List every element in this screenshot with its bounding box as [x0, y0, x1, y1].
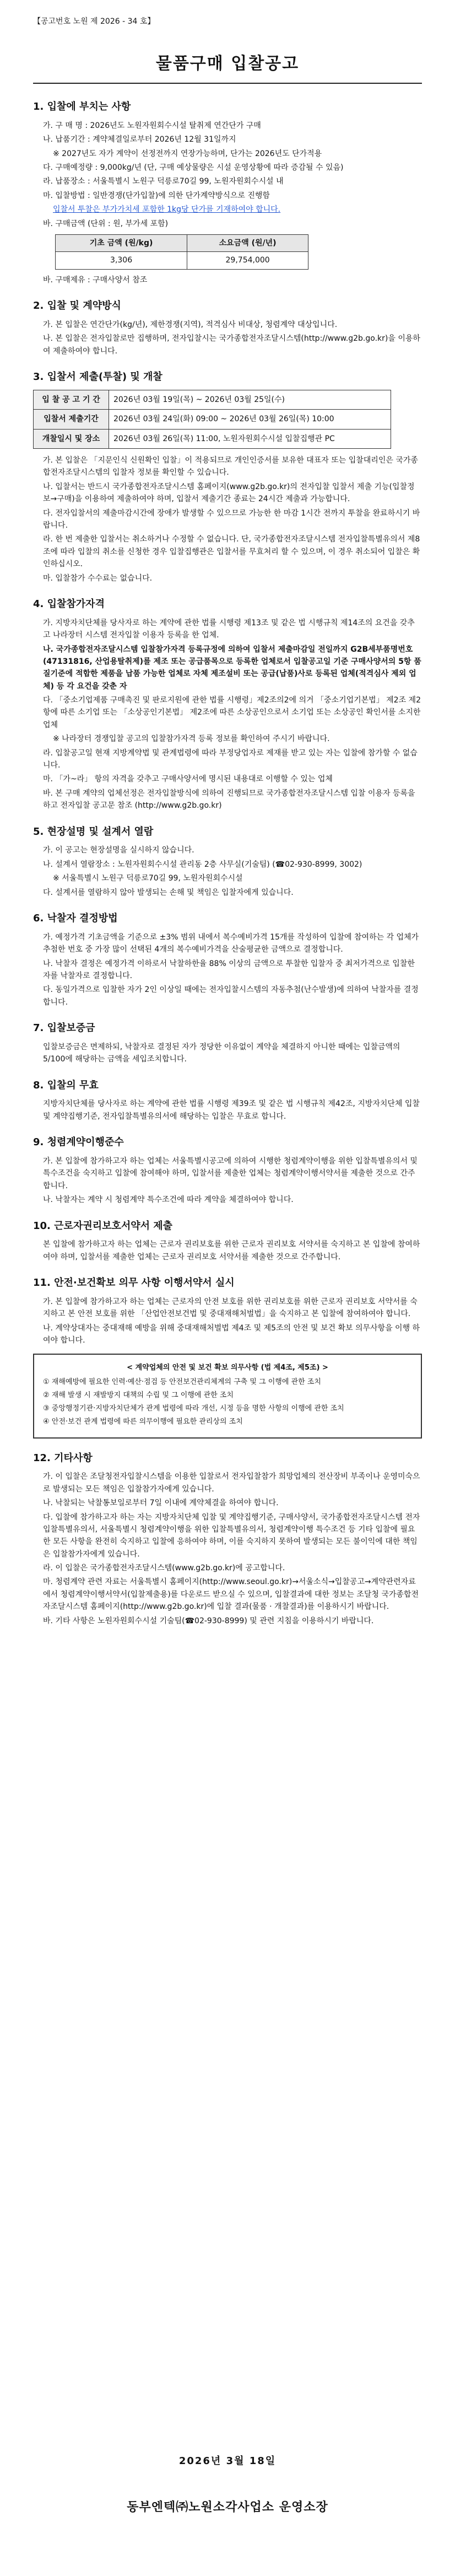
section-6 — [33, 911, 422, 1008]
paragraph: 마. 청렴계약 관련 자료는 서울특별시 홈페이지(http://www.seoul.go.kr)→서울소식→입찰공고→계약관련자료에서 청렴계약이행서약서(입찰제출용)를 다운로드 받으실 수 있으며, 입찰결과에 대한 정보는 조달청 국가종합전자조달시스템 홈페이지(http://www.g2b.go.kr)에 입찰 결과(물품 · 개찰결과)를 이용하시기 바랍니다. — [43, 1577, 419, 1612]
paragraph: 다. 동일가격으로 입찰한 자가 2인 이상일 때에는 전자입찰시스템의 자동추첨(난수발생)에 의하여 낙찰자를 결정합니다. — [43, 985, 419, 1007]
section-heading: 4. 입찰참가자격 — [33, 598, 105, 610]
item-amount-label: 바. 구매금액 (단위 : 원, 부가세 포함) — [43, 219, 169, 228]
section-heading: 6. 낙찰자 결정방법 — [33, 912, 118, 924]
section-5 — [33, 824, 422, 899]
paragraph: 가. 예정가격 기초금액을 기준으로 ±3% 범위 내에서 복수예비가격 15개를 작성하여 입찰에 참여하는 각 업체가 추첨한 번호 중 가장 많이 선택된 4개의 복수예비가격을 산술평균한 금액으로 결정합니다. — [43, 932, 419, 954]
paragraph: 다. 설계서를 열람하지 않아 발생되는 손해 및 책임은 입찰자에게 있습니다. — [43, 888, 294, 897]
paragraph: 라. 이 입찰은 국가종합전자조달시스템(www.g2b.go.kr)에 공고합니다. — [43, 1564, 285, 1573]
paragraph: 가. 이 공고는 현장설명을 실시하지 않습니다. — [43, 846, 194, 855]
table-cell: 2026년 03월 26일(목) 11:00, 노원자원회수시설 입찰집행관 PC — [109, 429, 391, 448]
table-cell: 3,306 — [56, 252, 187, 269]
paragraph: ※ 나라장터 경쟁입찰 공고의 입찰참가자격 등록 정보를 확인하여 주시기 바랍니다. — [53, 734, 330, 744]
section-heading: 7. 입찰보증금 — [33, 1022, 95, 1034]
section-heading: 11. 안전·보건확보 의무 사항 이행서약서 실시 — [33, 1277, 235, 1289]
section-heading: 5. 현장설명 및 설계서 열람 — [33, 825, 154, 838]
paragraph: 다. 「중소기업제품 구매촉진 및 판로지원에 관한 법률 시행령」제2조의2에 의거 「중소기업기본법」 제2조 제2항에 따른 소기업 또는 「소상공인기본법」 제2조에 따른 소상공인으로서 소기업 또는 소상공인 확인서를 소지한 업체 — [43, 696, 421, 729]
item-delivery-period: 나. 납품기간 : 계약체결일로부터 2026년 12월 31일까지 — [43, 135, 236, 144]
list-item: ④ 안전·보건 관계 법령에 따른 의무이행에 필요한 관리상의 조치 — [43, 1417, 243, 1426]
paragraph: 라. 입찰공고일 현재 지방계약법 및 관계법령에 따라 부정당업자로 제재를 받고 있는 자는 입찰에 참가할 수 없습니다. — [43, 748, 418, 770]
list-item: ③ 중앙행정기관·지방자치단체가 관계 법령에 따라 개선, 시정 등을 명한 사항의 이행에 관한 조치 — [43, 1404, 344, 1413]
notice-body — [33, 99, 422, 1639]
section-3 — [33, 369, 422, 584]
section-heading: 3. 입찰서 제출(투찰) 및 개찰 — [33, 371, 162, 383]
paragraph: 나. 낙찰자는 계약 시 청렴계약 특수조건에 따라 계약을 체결하여야 합니다. — [43, 1195, 294, 1205]
section-heading: 1. 입찰에 부치는 사항 — [33, 101, 131, 112]
section-1 — [33, 99, 422, 286]
paragraph: 가. 본 입찰은 「지문인식 신원확인 입찰」이 적용되므로 개인인증서를 보유한 대표자 또는 입찰대리인은 국가종합전자조달시스템의 입찰자 정보를 확인할 수 있습니다. — [43, 456, 418, 477]
paragraph: 가. 본 입찰은 연간단가(kg/년), 제한경쟁(지역), 적격심사 비대상, 청렴계약 대상입니다. — [43, 320, 338, 329]
paragraph: 나. 낙찰되는 낙찰통보일로부터 7일 이내에 계약체결을 하여야 합니다. — [43, 1499, 279, 1508]
table-header: 입찰서 제출기간 — [34, 410, 109, 429]
section-heading: 12. 기타사항 — [33, 1452, 93, 1464]
paragraph: 본 입찰에 참가하고자 하는 업체는 근로자 권리보호를 위한 근로자 권리보호 서약서를 숙지하고 본 입찰에 참여하여야 하며, 입찰서를 제출한 업체는 근로자 권리보호 서약서를 제출한 것으로 간주합니다. — [43, 1240, 420, 1262]
table-cell: 2026년 03월 19일(목) ~ 2026년 03월 25일(수) — [109, 390, 391, 409]
table-cell: 2026년 03월 24일(화) 09:00 ~ 2026년 03월 26일(목) 10:00 — [109, 410, 391, 429]
section-2 — [33, 298, 422, 357]
notice-date: 2026년 3월 18일 — [178, 2455, 277, 2467]
section-heading: 9. 청렴계약이행준수 — [33, 1136, 124, 1149]
notice-number: 【공고번호 노원 제 2026 - 34 호】 — [33, 17, 155, 26]
bid-instruction-link[interactable]: 입찰서 투찰은 부가가치세 포함한 1kg당 단가를 기재하여야 합니다. — [53, 205, 281, 214]
item-purchase-name: 가. 구 매 명 : 2026년도 노원자원회수시설 탈취제 연간단가 구매 — [43, 121, 261, 130]
schedule-table — [33, 390, 391, 449]
item-quantity: 다. 구매예정량 : 9,000kg/년 (단, 구매 예상물량은 시설 운영상황에 따라 증감될 수 있음) — [43, 163, 344, 172]
paragraph: 나. 계약상대자는 중대재해 예방을 위해 중대재해처벌법 제4조 및 제5조의 안전 및 보건 확보 의무사항을 이행 하여야 합니다. — [43, 1323, 420, 1345]
paragraph: 마. 입찰참가 수수료는 없습니다. — [43, 573, 153, 583]
table-header: 소요금액 (원/년) — [187, 234, 308, 251]
section-4 — [33, 597, 422, 812]
paragraph: 마. 「가~라」 항의 자격을 갖추고 구매사양서에 명시된 내용대로 이행할 수 있는 업체 — [43, 775, 333, 784]
box-title: < 계약업체의 안전 및 보건 확보 의무사항 (법 제4조, 제5조) > — [127, 1363, 328, 1372]
paragraph: 나. 국가종합전자조달시스템 입찰참가자격 등록규정에 의하여 입찰서 제출마감일 전일까지 G2B세부품명번호(47131816, 산업용탈취제)를 제조 또는 공급품목으로 등록한 업체로서 입찰공고일 기준 구매사양서의 5항 품질기준에 적합한 제품을 납품 가능한 업체로 자체 제조설비 또는 공급(납품)사로 등록된 업체(적격심사 제외 업체) 등 각 요건을 갖춘 자 — [43, 645, 421, 691]
table-header: 입 찰 공 고 기 간 — [34, 390, 109, 409]
item-delivery-place: 라. 납품장소 : 서울특별시 노원구 덕릉로70길 99, 노원자원회수시설 내 — [43, 177, 284, 186]
table-cell: 29,754,000 — [187, 252, 308, 269]
paragraph: 지방자치단체를 당사자로 하는 계약에 관한 법률 시행령 제39조 및 같은 법 시행규칙 제42조, 지방자치단체 입찰 및 계약집행기준, 전자입찰특별유의서에 해당하는 입찰은 무효로 합니다. — [43, 1099, 420, 1121]
section-10 — [33, 1219, 422, 1264]
section-heading: 10. 근로자권리보호서약서 제출 — [33, 1220, 173, 1232]
section-9 — [33, 1135, 422, 1206]
paragraph: 입찰보증금은 면제하되, 낙찰자로 결정된 자가 정당한 이유없이 계약을 체결하지 아니한 때에는 입찰금액의 5/100에 해당하는 금액을 세입조치합니다. — [43, 1042, 400, 1064]
paragraph: 바. 본 구매 계약의 업체선정은 전자입찰방식에 의하여 진행되므로 국가종합전자조달시스템 입찰 이용자 등록을 하고 전자입찰 공고문 참조 (http://www.g2b.go.kr) — [43, 788, 415, 811]
paragraph: ※ 서울특별시 노원구 덕릉로70길 99, 노원자원회수시설 — [53, 874, 243, 883]
list-item: ② 재해 발생 시 재발방지 대책의 수립 및 그 이행에 관한 조치 — [43, 1391, 234, 1400]
table-header: 개찰일시 및 장소 — [34, 429, 109, 448]
section-8 — [33, 1078, 422, 1123]
section-7 — [33, 1021, 422, 1066]
section-12 — [33, 1451, 422, 1627]
table-header: 기초 금액 (원/kg) — [56, 234, 187, 251]
paragraph: 나. 설계서 열람장소 : 노원자원회수시설 관리동 2층 사무실(기술팀) (☎02-930-8999, 3002) — [43, 860, 362, 869]
item-spec: 바. 구매제유 : 구매사양서 참조 — [43, 275, 148, 285]
paragraph: 나. 본 입찰은 전자입찰로만 집행하며, 전자입찰시는 국가종합전자조달시스템(http://www.g2b.go.kr)을 이용하여 제출하여야 합니다. — [43, 334, 420, 356]
paragraph: 가. 이 입찰은 조달청전자입찰시스템을 이용한 입찰로서 전자입찰참가 희망업체의 전산장비 부족이나 운영미숙으로 발생되는 모든 책임은 입찰참가자에게 있습니다. — [43, 1472, 420, 1494]
paragraph: 다. 입찰에 참가하고자 하는 자는 지방자치단체 입찰 및 계약집행기준, 구매사양서, 국가종합전자조달시스템 전자입찰특별유의서, 서울특별시 청렴계약이행을 위한 입찰특별유의서, 청렴계약이행 특수조건 등 기타 입찰에 필요한 모든 사항을 완전히 숙지하고 입찰에 응하여야 하며, 이를 숙지하지 못하여 발생되는 모든 불이익에 대한 책임은 입찰참가자에게 있습니다. — [43, 1512, 420, 1559]
section-11 — [33, 1275, 422, 1438]
amount-table — [55, 234, 308, 270]
paragraph: 나. 입찰서는 반드시 국가종합전자조달시스템 홈페이지(www.g2b.go.kr)의 전자입찰 입찰서 제출 기능(입찰정보→구매)을 이용하여 제출하여야 하며, 입찰서 제출기간 종료는 24시간 제출과 가능합니다. — [43, 482, 415, 504]
paragraph: 다. 전자입찰서의 제출마감시간에 장애가 발생할 수 있으므로 가능한 한 마감 1시간 전까지 투찰을 완료하시기 바랍니다. — [43, 508, 420, 530]
paragraph: 라. 한 번 제출한 입찰서는 취소하거나 수정할 수 없습니다. 단, 국가종합전자조달시스템 전자입찰특별유의서 제8조에 따라 입찰의 취소를 신청한 경우 입찰집행관은 입찰서를 무효처리 할 수 있으며, 이 경우 취소되어 입찰은 확인하십시오. — [43, 535, 420, 569]
paragraph: 가. 지방자치단체를 당사자로 하는 계약에 관한 법률 시행령 제13조 및 같은 법 시행규칙 제14조의 요건을 갖추고 나라장터 시스템 전자입찰 이용자 등록을 한 업체. — [43, 618, 415, 640]
paragraph: 나. 낙찰자 결정은 예정가격 이하로서 낙찰하한율 88% 이상의 금액으로 투찰한 입찰자 중 최저가격으로 입찰한 자를 낙찰자로 결정합니다. — [43, 959, 415, 980]
obligations-box — [33, 1354, 422, 1439]
organization-signature: 동부엔텍㈜노원소각사업소 운영소장 — [127, 2500, 328, 2514]
section-heading: 2. 입찰 및 계약방식 — [33, 300, 121, 312]
list-item: ① 재해예방에 필요한 인력·예산·점검 등 안전보건관리체계의 구축 및 그 이행에 관한 조치 — [43, 1378, 321, 1387]
page-title: 물품구매 입찰공고 — [155, 54, 300, 73]
paragraph: 가. 본 입찰에 참가하고자 하는 업체는 근로자의 안전 보호를 위한 권리보호를 위한 근로자 권리보호 서약서를 숙지하고 본 안전 보호를 위한 「산업안전보건법 및 중대재해처벌법」을 숙지하고 본 입찰에 참여하여야 합니다. — [43, 1297, 418, 1319]
paragraph: 바. 기타 사항은 노원자원회수시설 기술팀(☎02-930-8999) 및 관련 지침을 이용하시기 바랍니다. — [43, 1616, 374, 1625]
title-divider — [33, 83, 422, 84]
item-note: ※ 2027년도 자가 계약이 선정전까지 연장가능하며, 단가는 2026년도 단가적용 — [53, 149, 322, 158]
item-bid-method: 마. 입찰방법 : 일반경쟁(단가입찰)에 의한 단가계약방식으로 진행함 — [43, 191, 270, 200]
section-heading: 8. 입찰의 무효 — [33, 1079, 99, 1091]
paragraph: 가. 본 입찰에 참가하고자 하는 업체는 서울특별시공고에 의하여 시행한 청렴계약이행을 위한 입찰특별유의서 및 특수조건을 숙지하고 입찰에 참여해야 하며, 입찰서를 제출한 업체는 청렴계약이행서약서를 제출한 것으로 간주합니다. — [43, 1157, 418, 1190]
